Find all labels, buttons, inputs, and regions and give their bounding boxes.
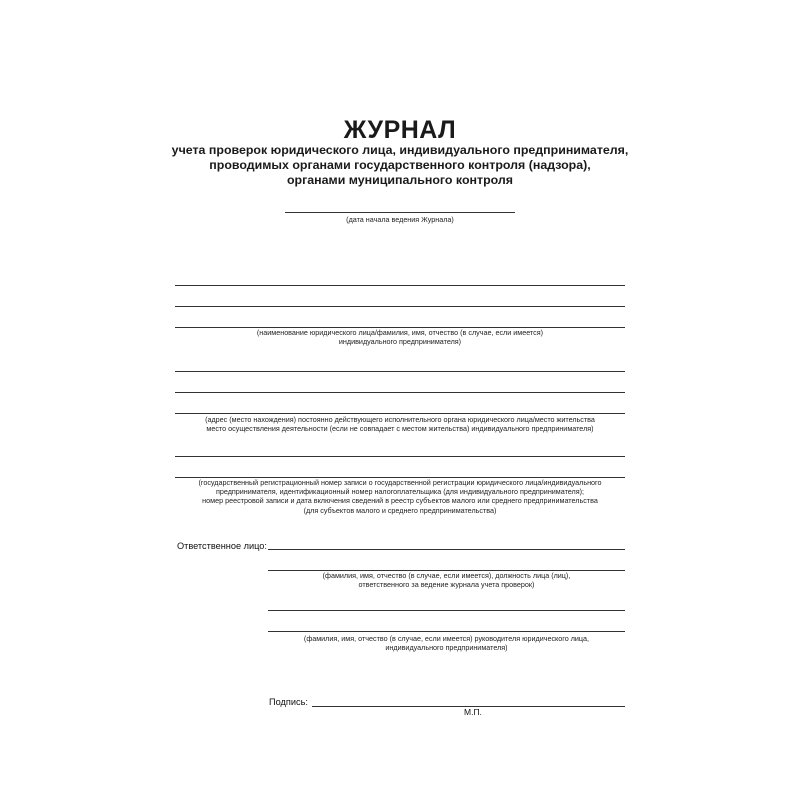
journal-subtitle [100,143,700,188]
caption-line: (государственный регистрационный номер записи о государственной регистрации юридического лица/индивидуального [198,478,602,487]
caption-line: индивидуального предпринимателя) [338,337,462,347]
responsible-label: Ответственное лицо: [177,541,267,551]
head-line[interactable] [268,610,625,611]
registration-line[interactable] [175,456,625,457]
signature-label: Подпись: [269,697,308,707]
caption-line: ответственного за ведение журнала учета проверок) [358,580,535,590]
caption-line: (фамилия, имя, отчество (в случае, если имеется) руководителя юридического лица, [303,634,590,643]
head-line[interactable] [268,631,625,632]
entity-name-line[interactable] [175,285,625,286]
head-caption [268,634,625,652]
responsible-caption [268,571,625,589]
caption-line: (для субъектов малого и среднего предпринимательства) [303,505,497,515]
stamp-label: М.П. [464,707,482,717]
address-line[interactable] [175,371,625,372]
caption-line: индивидуального предпринимателя) [385,643,508,653]
caption-line: место осуществления деятельности (если не совпадает с местом жительства) индивидуального предпринимателя) [206,424,594,434]
subtitle-line: органами муниципального контроля [286,173,514,187]
subtitle-line: проводимых органами государственного контроля (надзора), [209,158,591,172]
start-date-line[interactable] [285,212,515,213]
journal-title: ЖУРНАЛ [343,116,457,144]
entity-name-line[interactable] [175,306,625,307]
address-caption [175,415,625,433]
start-date-caption: (дата начала ведения Журнала) [346,215,454,224]
responsible-line[interactable] [268,549,625,550]
caption-line: (наименование юридического лица/фамилия, имя, отчество (в случае, если имеется) [256,328,544,337]
caption-line: (фамилия, имя, отчество (в случае, если имеется), должность лица (лиц), [322,571,571,580]
caption-line: предпринимателя, идентификационный номер налогоплательщика (для индивидуального предпринимателя); [215,487,585,497]
entity-name-caption [175,328,625,346]
subtitle-line: учета проверок юридического лица, индивидуального предпринимателя, [171,143,629,157]
registration-caption [175,478,625,515]
address-line[interactable] [175,392,625,393]
caption-line: номер реестровой записи и дата включения сведений в реестр субъектов малого или среднего предпринимательства [202,496,598,506]
caption-line: (адрес (место нахождения) постоянно действующего исполнительного органа юридического лица/место жительства [205,415,595,424]
address-line[interactable] [175,413,625,414]
